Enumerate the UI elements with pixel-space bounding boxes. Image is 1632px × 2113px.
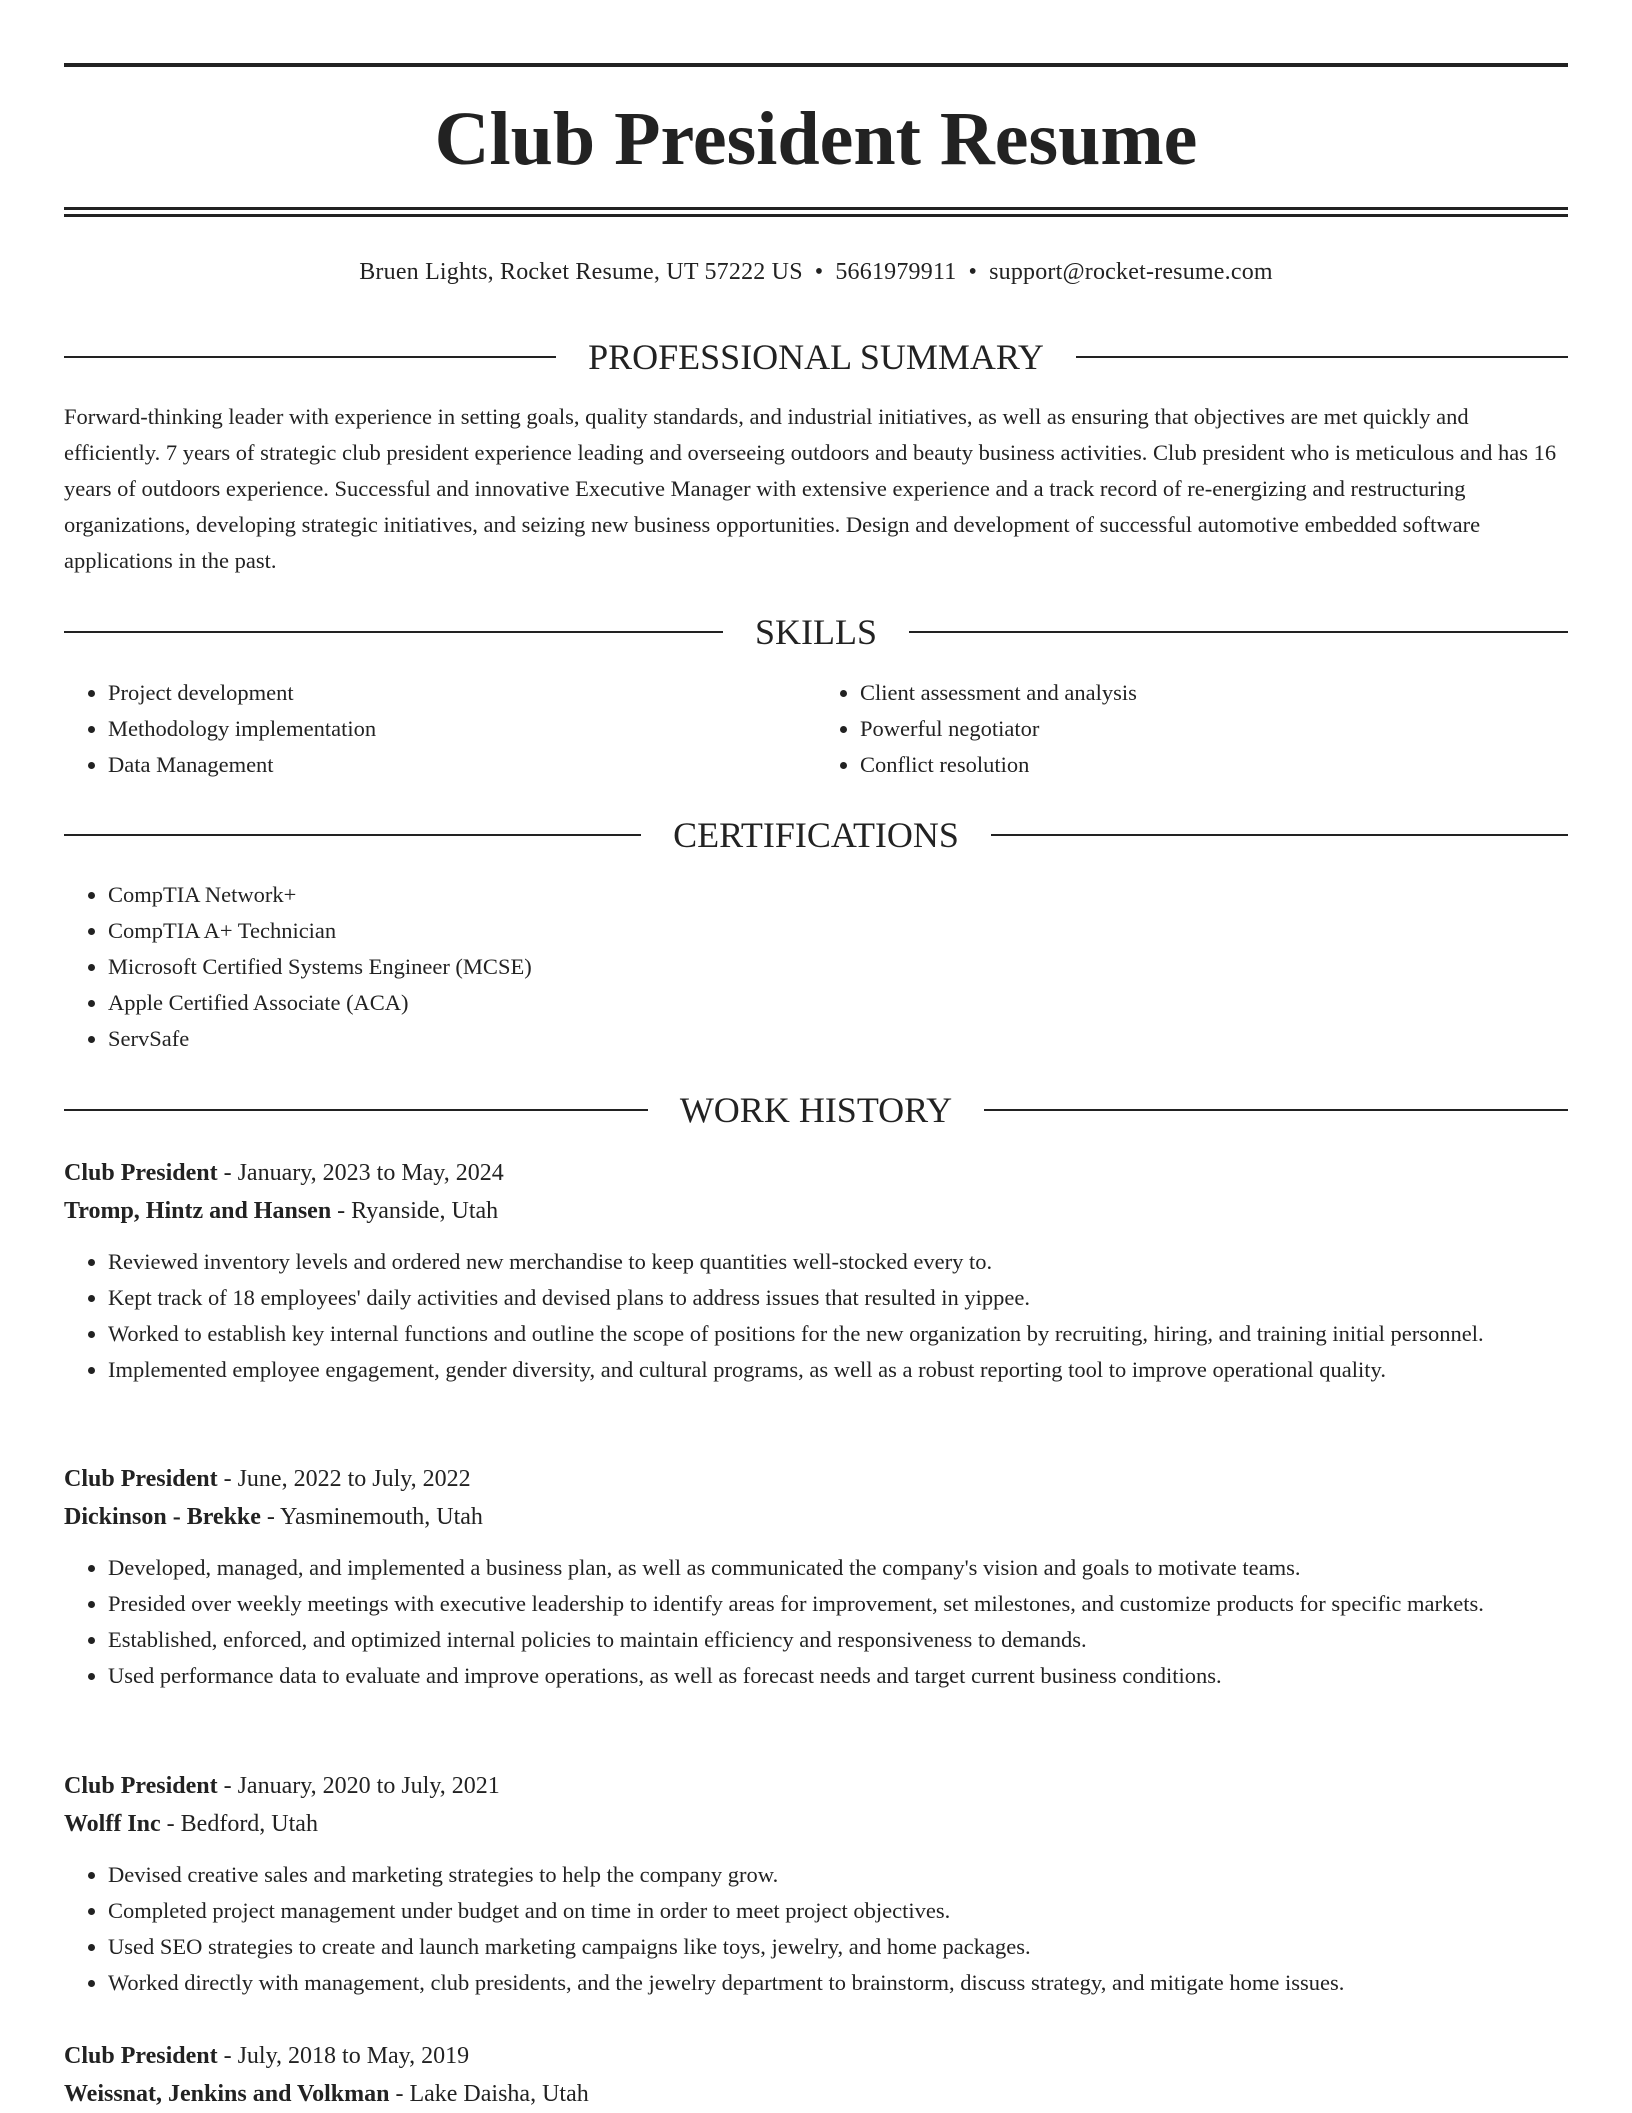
job-title: Club President	[64, 1773, 218, 1799]
job-bullets	[64, 1857, 1568, 2001]
certification-item: • Microsoft Certified Systems Engineer (MCSE)	[108, 949, 1612, 985]
job-bullet: • Completed project management under budget and on time in order to meet project objectives.	[108, 1893, 1568, 1929]
job-entry	[64, 2037, 1568, 2113]
skills-heading-label: SKILLS	[755, 612, 878, 652]
job-bullet: • Established, enforced, and optimized internal policies to maintain efficiency and responsiveness to demands.	[108, 1622, 1568, 1658]
job-bullet: • Used performance data to evaluate and improve operations, as well as forecast needs and target current business conditions.	[108, 1658, 1568, 1694]
heading-line-right	[984, 1109, 1568, 1111]
job-location: - Bedford, Utah	[160, 1811, 318, 1837]
skill-item: • Powerful negotiator	[860, 711, 1568, 747]
job-company-line	[64, 1498, 1568, 1536]
job-bullets	[64, 1550, 1568, 1694]
job-bullet: • Worked to establish key internal functions and outline the scope of positions for the new organization by recruiting, hiring, and training initial personnel.	[108, 1316, 1568, 1352]
skill-item: • Client assessment and analysis	[860, 675, 1568, 711]
heading-line-left	[64, 834, 641, 836]
skills-list	[64, 675, 1568, 783]
contact-address: Bruen Lights, Rocket Resume, UT 57222 US	[359, 259, 803, 285]
skill-item: • Data Management	[108, 747, 816, 783]
certification-item: • CompTIA Network+	[108, 877, 1612, 913]
heading-line-right	[1076, 356, 1568, 358]
skill-item: • Conflict resolution	[860, 747, 1568, 783]
skills-heading	[64, 612, 1568, 652]
summary-text: Forward-thinking leader with experience in setting goals, quality standards, and industrial initiatives, as well as ensuring that objectives are met quickly and efficiently. 7 years of strategic club president experience leading and overseeing outdoors and beauty business activities. Club president who is meticulous and has 16 years of outdoors experience. Successful and innovative Executive Manager with extensive experience and a track record of re-energizing and restructuring organizations, developing strategic initiatives, and seizing new business opportunities. Design and development of successful automotive embedded software applications in the past.	[64, 404, 1557, 573]
work-heading-label: WORK HISTORY	[679, 1090, 953, 1130]
summary-heading	[64, 337, 1568, 377]
job-bullet: • Reviewed inventory levels and ordered new merchandise to keep quantities well-stocked every to.	[108, 1244, 1568, 1280]
job-bullet: • Implemented employee engagement, gender diversity, and cultural programs, as well as a robust reporting tool to improve operational quality.	[108, 1352, 1568, 1388]
job-bullet: • Kept track of 18 employees' daily activities and devised plans to address issues that resulted in yippee.	[108, 1280, 1568, 1316]
certification-item: • CompTIA A+ Technician	[108, 913, 1612, 949]
job-company: Tromp, Hintz and Hansen	[64, 1198, 332, 1224]
certification-item: • ServSafe	[108, 1021, 1612, 1057]
contact-email[interactable]: support@rocket-resume.com	[989, 259, 1273, 285]
certifications-list	[64, 877, 1612, 1057]
heading-line-right	[991, 834, 1568, 836]
heading-line-left	[64, 356, 556, 358]
job-company-line	[64, 2075, 1568, 2113]
contact-separator: •	[814, 259, 824, 285]
job-title-line	[64, 1460, 1568, 1498]
heading-line-left	[64, 1109, 648, 1111]
job-dates: - June, 2022 to July, 2022	[217, 1466, 471, 1492]
job-company-line	[64, 1805, 1568, 1843]
skills-column-left	[64, 675, 816, 783]
title-double-rule	[64, 207, 1568, 217]
job-dates: - January, 2023 to May, 2024	[217, 1160, 504, 1186]
job-dates: - January, 2020 to July, 2021	[217, 1773, 500, 1799]
job-entry	[64, 1460, 1568, 1694]
job-title-line	[64, 2037, 1568, 2075]
summary-heading-label: PROFESSIONAL SUMMARY	[588, 337, 1044, 377]
contact-line	[64, 255, 1568, 289]
certifications-heading-label: CERTIFICATIONS	[673, 815, 959, 855]
heading-line-left	[64, 631, 723, 633]
resume-title: Club President Resume	[434, 97, 1198, 181]
job-entry	[64, 1767, 1568, 2001]
job-bullet: • Worked directly with management, club presidents, and the jewelry department to brainstorm, discuss strategy, and mitigate home issues.	[108, 1965, 1568, 2001]
job-bullet: • Devised creative sales and marketing strategies to help the company grow.	[108, 1857, 1568, 1893]
job-company: Weissnat, Jenkins and Volkman	[64, 2081, 390, 2107]
job-bullet: • Developed, managed, and implemented a business plan, as well as communicated the company's vision and goals to motivate teams.	[108, 1550, 1568, 1586]
job-location: - Yasminemouth, Utah	[260, 1504, 483, 1530]
skills-column-right	[816, 675, 1568, 783]
certifications-heading	[64, 815, 1568, 855]
job-title: Club President	[64, 1160, 218, 1186]
contact-phone[interactable]: 5661979911	[835, 259, 957, 285]
job-bullet: • Presided over weekly meetings with executive leadership to identify areas for improvement, set milestones, and customize products for specific markets.	[108, 1586, 1568, 1622]
skill-item: • Project development	[108, 675, 816, 711]
job-bullet: • Used SEO strategies to create and launch marketing campaigns like toys, jewelry, and home packages.	[108, 1929, 1568, 1965]
job-bullets	[64, 1244, 1568, 1388]
contact-separator: •	[968, 259, 978, 285]
certification-item: • Apple Certified Associate (ACA)	[108, 985, 1612, 1021]
job-company-line	[64, 1192, 1568, 1230]
heading-line-right	[909, 631, 1568, 633]
top-rule	[64, 63, 1568, 67]
job-company: Wolff Inc	[64, 1811, 161, 1837]
job-company: Dickinson - Brekke	[64, 1504, 261, 1530]
skill-item: • Methodology implementation	[108, 711, 816, 747]
job-title-line	[64, 1154, 1568, 1192]
job-title: Club President	[64, 1466, 218, 1492]
job-dates: - July, 2018 to May, 2019	[217, 2043, 470, 2069]
job-entry	[64, 1154, 1568, 1388]
job-location: - Lake Daisha, Utah	[389, 2081, 589, 2107]
job-location: - Ryanside, Utah	[331, 1198, 499, 1224]
job-title: Club President	[64, 2043, 218, 2069]
job-title-line	[64, 1767, 1568, 1805]
work-heading	[64, 1090, 1568, 1130]
